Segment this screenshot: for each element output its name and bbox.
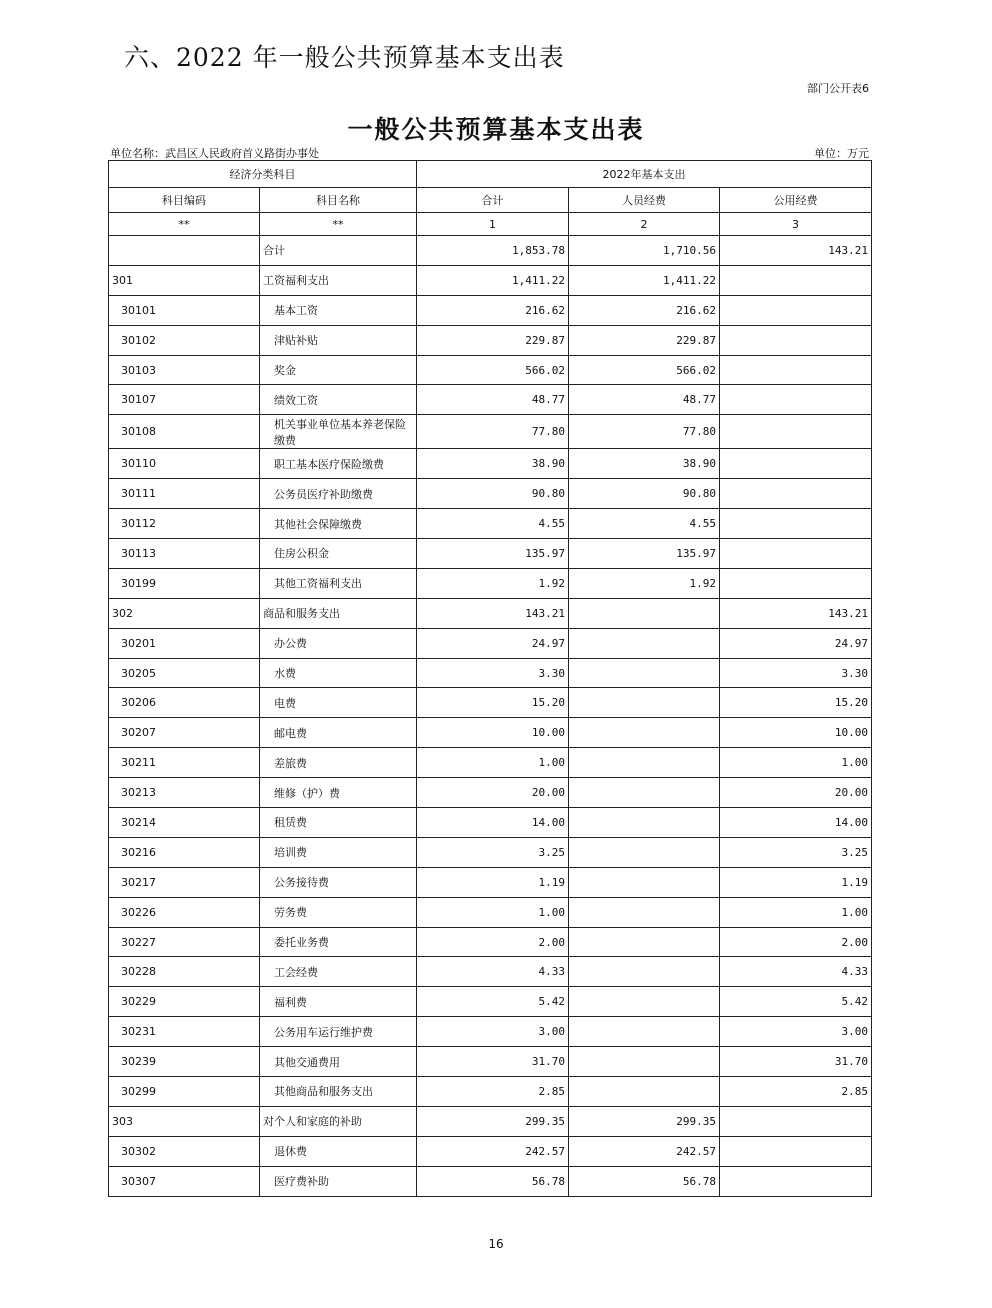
cell-name: 其他商品和服务支出 bbox=[260, 1077, 417, 1107]
cell-code: 30108 bbox=[109, 415, 260, 449]
cell-public: 15.20 bbox=[720, 688, 872, 718]
cell-personnel bbox=[569, 1077, 720, 1107]
cell-total: 14.00 bbox=[417, 808, 569, 838]
cell-public: 3.25 bbox=[720, 837, 872, 867]
cell-code: 30216 bbox=[109, 837, 260, 867]
table-row bbox=[109, 688, 872, 718]
header-total: 合计 bbox=[417, 188, 569, 213]
cell-code: 30213 bbox=[109, 778, 260, 808]
table-row bbox=[109, 718, 872, 748]
cell-personnel: 48.77 bbox=[569, 385, 720, 415]
cell-code: 30103 bbox=[109, 355, 260, 385]
cell-personnel bbox=[569, 987, 720, 1017]
cell-name: 租赁费 bbox=[260, 808, 417, 838]
header-row-1 bbox=[109, 161, 872, 188]
cell-public bbox=[720, 355, 872, 385]
cell-code: 30307 bbox=[109, 1166, 260, 1196]
header-row-3 bbox=[109, 213, 872, 236]
cell-total: 56.78 bbox=[417, 1166, 569, 1196]
table-row bbox=[109, 957, 872, 987]
table-row bbox=[109, 1166, 872, 1196]
unit-of-measure: 单位：万元 bbox=[814, 147, 869, 160]
header-n2: 2 bbox=[569, 213, 720, 236]
cell-public bbox=[720, 1106, 872, 1136]
header-c1: ** bbox=[109, 213, 260, 236]
cell-total: 1,853.78 bbox=[417, 236, 569, 266]
header-personnel: 人员经费 bbox=[569, 188, 720, 213]
cell-public: 2.00 bbox=[720, 927, 872, 957]
cell-public: 24.97 bbox=[720, 628, 872, 658]
cell-total: 1.00 bbox=[417, 748, 569, 778]
cell-personnel: 1,710.56 bbox=[569, 236, 720, 266]
table-row bbox=[109, 1106, 872, 1136]
cell-personnel bbox=[569, 1017, 720, 1047]
cell-public bbox=[720, 539, 872, 569]
cell-name: 住房公积金 bbox=[260, 539, 417, 569]
cell-name: 津贴补贴 bbox=[260, 325, 417, 355]
cell-total: 38.90 bbox=[417, 449, 569, 479]
cell-total: 216.62 bbox=[417, 295, 569, 325]
cell-code: 30110 bbox=[109, 449, 260, 479]
cell-public bbox=[720, 479, 872, 509]
cell-personnel bbox=[569, 808, 720, 838]
cell-personnel bbox=[569, 658, 720, 688]
table-row bbox=[109, 325, 872, 355]
cell-name: 其他交通费用 bbox=[260, 1047, 417, 1077]
table-row bbox=[109, 385, 872, 415]
cell-code: 302 bbox=[109, 598, 260, 628]
cell-total: 10.00 bbox=[417, 718, 569, 748]
cell-public bbox=[720, 449, 872, 479]
cell-name: 退休费 bbox=[260, 1136, 417, 1166]
table-row bbox=[109, 295, 872, 325]
table-row bbox=[109, 778, 872, 808]
cell-personnel: 229.87 bbox=[569, 325, 720, 355]
table-row bbox=[109, 1077, 872, 1107]
table-row bbox=[109, 987, 872, 1017]
cell-public: 1.00 bbox=[720, 748, 872, 778]
cell-total: 2.85 bbox=[417, 1077, 569, 1107]
cell-public: 3.00 bbox=[720, 1017, 872, 1047]
cell-total: 1.00 bbox=[417, 897, 569, 927]
header-c2: ** bbox=[260, 213, 417, 236]
cell-total: 143.21 bbox=[417, 598, 569, 628]
cell-name: 委托业务费 bbox=[260, 927, 417, 957]
cell-public: 1.00 bbox=[720, 897, 872, 927]
cell-total: 2.00 bbox=[417, 927, 569, 957]
cell-name: 办公费 bbox=[260, 628, 417, 658]
cell-personnel: 38.90 bbox=[569, 449, 720, 479]
cell-code: 30229 bbox=[109, 987, 260, 1017]
cell-personnel bbox=[569, 688, 720, 718]
header-n3: 3 bbox=[720, 213, 872, 236]
table-row bbox=[109, 748, 872, 778]
table-row bbox=[109, 1047, 872, 1077]
table-row bbox=[109, 628, 872, 658]
cell-name: 商品和服务支出 bbox=[260, 598, 417, 628]
cell-name: 差旅费 bbox=[260, 748, 417, 778]
table-row bbox=[109, 658, 872, 688]
cell-name: 其他工资福利支出 bbox=[260, 568, 417, 598]
cell-code: 30199 bbox=[109, 568, 260, 598]
table-body bbox=[109, 236, 872, 1197]
cell-code bbox=[109, 236, 260, 266]
cell-personnel bbox=[569, 778, 720, 808]
cell-name: 邮电费 bbox=[260, 718, 417, 748]
table-row bbox=[109, 568, 872, 598]
cell-personnel: 1.92 bbox=[569, 568, 720, 598]
cell-total: 90.80 bbox=[417, 479, 569, 509]
cell-code: 30226 bbox=[109, 897, 260, 927]
cell-personnel bbox=[569, 1047, 720, 1077]
cell-total: 77.80 bbox=[417, 415, 569, 449]
cell-public: 143.21 bbox=[720, 236, 872, 266]
cell-code: 30113 bbox=[109, 539, 260, 569]
cell-code: 30112 bbox=[109, 509, 260, 539]
page-number: 16 bbox=[488, 1237, 504, 1251]
cell-name: 培训费 bbox=[260, 837, 417, 867]
cell-name: 劳务费 bbox=[260, 897, 417, 927]
cell-personnel bbox=[569, 748, 720, 778]
cell-public bbox=[720, 295, 872, 325]
cell-public: 2.85 bbox=[720, 1077, 872, 1107]
cell-code: 30207 bbox=[109, 718, 260, 748]
cell-code: 30227 bbox=[109, 927, 260, 957]
cell-total: 3.25 bbox=[417, 837, 569, 867]
table-row bbox=[109, 927, 872, 957]
table-row bbox=[109, 479, 872, 509]
cell-name: 工资福利支出 bbox=[260, 265, 417, 295]
cell-code: 30102 bbox=[109, 325, 260, 355]
cell-total: 3.00 bbox=[417, 1017, 569, 1047]
cell-total: 4.33 bbox=[417, 957, 569, 987]
cell-code: 30205 bbox=[109, 658, 260, 688]
cell-total: 24.97 bbox=[417, 628, 569, 658]
table-row bbox=[109, 837, 872, 867]
table-row bbox=[109, 897, 872, 927]
cell-public bbox=[720, 1136, 872, 1166]
cell-public: 143.21 bbox=[720, 598, 872, 628]
cell-public: 3.30 bbox=[720, 658, 872, 688]
cell-personnel: 566.02 bbox=[569, 355, 720, 385]
cell-code: 30107 bbox=[109, 385, 260, 415]
cell-name: 奖金 bbox=[260, 355, 417, 385]
cell-personnel bbox=[569, 897, 720, 927]
cell-public: 1.19 bbox=[720, 867, 872, 897]
table-row bbox=[109, 598, 872, 628]
cell-total: 15.20 bbox=[417, 688, 569, 718]
cell-personnel: 77.80 bbox=[569, 415, 720, 449]
cell-code: 30302 bbox=[109, 1136, 260, 1166]
table-row bbox=[109, 355, 872, 385]
cell-personnel: 1,411.22 bbox=[569, 265, 720, 295]
cell-code: 301 bbox=[109, 265, 260, 295]
cell-public bbox=[720, 568, 872, 598]
cell-public: 20.00 bbox=[720, 778, 872, 808]
cell-public: 5.42 bbox=[720, 987, 872, 1017]
cell-name: 福利费 bbox=[260, 987, 417, 1017]
cell-code: 30101 bbox=[109, 295, 260, 325]
cell-name: 公务用车运行维护费 bbox=[260, 1017, 417, 1047]
cell-code: 30214 bbox=[109, 808, 260, 838]
header-n1: 1 bbox=[417, 213, 569, 236]
cell-code: 303 bbox=[109, 1106, 260, 1136]
cell-personnel: 216.62 bbox=[569, 295, 720, 325]
cell-public bbox=[720, 415, 872, 449]
cell-public: 14.00 bbox=[720, 808, 872, 838]
unit-name: 单位名称：武昌区人民政府首义路街办事处 bbox=[110, 147, 319, 160]
header-budget: 2022年基本支出 bbox=[417, 161, 872, 188]
cell-public: 4.33 bbox=[720, 957, 872, 987]
cell-name: 公务接待费 bbox=[260, 867, 417, 897]
cell-total: 4.55 bbox=[417, 509, 569, 539]
cell-total: 48.77 bbox=[417, 385, 569, 415]
cell-public bbox=[720, 1166, 872, 1196]
cell-name: 电费 bbox=[260, 688, 417, 718]
cell-total: 5.42 bbox=[417, 987, 569, 1017]
cell-name: 维修（护）费 bbox=[260, 778, 417, 808]
table-row bbox=[109, 1017, 872, 1047]
cell-name: 水费 bbox=[260, 658, 417, 688]
table-row bbox=[109, 236, 872, 266]
cell-name: 公务员医疗补助缴费 bbox=[260, 479, 417, 509]
section-heading: 六、2022 年一般公共预算基本支出表 bbox=[124, 43, 565, 72]
table-row bbox=[109, 265, 872, 295]
cell-total: 20.00 bbox=[417, 778, 569, 808]
table-row bbox=[109, 867, 872, 897]
document-title: 一般公共预算基本支出表 bbox=[347, 115, 645, 144]
cell-code: 30239 bbox=[109, 1047, 260, 1077]
cell-personnel bbox=[569, 927, 720, 957]
cell-code: 30299 bbox=[109, 1077, 260, 1107]
budget-table bbox=[108, 160, 872, 1197]
cell-total: 1.92 bbox=[417, 568, 569, 598]
cell-total: 242.57 bbox=[417, 1136, 569, 1166]
cell-total: 299.35 bbox=[417, 1106, 569, 1136]
cell-name: 工会经费 bbox=[260, 957, 417, 987]
table-row bbox=[109, 415, 872, 449]
header-public: 公用经费 bbox=[720, 188, 872, 213]
cell-personnel bbox=[569, 628, 720, 658]
cell-public bbox=[720, 385, 872, 415]
cell-total: 1.19 bbox=[417, 867, 569, 897]
cell-total: 566.02 bbox=[417, 355, 569, 385]
cell-name: 职工基本医疗保险缴费 bbox=[260, 449, 417, 479]
cell-name: 基本工资 bbox=[260, 295, 417, 325]
header-name: 科目名称 bbox=[260, 188, 417, 213]
header-row-2 bbox=[109, 188, 872, 213]
cell-name: 合计 bbox=[260, 236, 417, 266]
cell-personnel bbox=[569, 837, 720, 867]
cell-code: 30228 bbox=[109, 957, 260, 987]
cell-personnel: 242.57 bbox=[569, 1136, 720, 1166]
cell-total: 3.30 bbox=[417, 658, 569, 688]
table-number: 部门公开表6 bbox=[807, 82, 869, 95]
cell-total: 1,411.22 bbox=[417, 265, 569, 295]
cell-personnel bbox=[569, 718, 720, 748]
cell-personnel: 4.55 bbox=[569, 509, 720, 539]
cell-code: 30111 bbox=[109, 479, 260, 509]
cell-personnel bbox=[569, 957, 720, 987]
cell-code: 30211 bbox=[109, 748, 260, 778]
cell-name: 机关事业单位基本养老保险缴费 bbox=[260, 415, 417, 449]
table-row bbox=[109, 449, 872, 479]
cell-total: 229.87 bbox=[417, 325, 569, 355]
table-row bbox=[109, 509, 872, 539]
cell-code: 30217 bbox=[109, 867, 260, 897]
cell-personnel: 90.80 bbox=[569, 479, 720, 509]
cell-total: 31.70 bbox=[417, 1047, 569, 1077]
table-row bbox=[109, 1136, 872, 1166]
cell-public bbox=[720, 509, 872, 539]
cell-personnel bbox=[569, 598, 720, 628]
cell-personnel: 135.97 bbox=[569, 539, 720, 569]
cell-personnel: 299.35 bbox=[569, 1106, 720, 1136]
cell-public bbox=[720, 325, 872, 355]
table-row bbox=[109, 539, 872, 569]
cell-code: 30201 bbox=[109, 628, 260, 658]
header-code: 科目编码 bbox=[109, 188, 260, 213]
cell-public: 31.70 bbox=[720, 1047, 872, 1077]
cell-public: 10.00 bbox=[720, 718, 872, 748]
cell-personnel bbox=[569, 867, 720, 897]
header-category: 经济分类科目 bbox=[109, 161, 417, 188]
cell-code: 30206 bbox=[109, 688, 260, 718]
cell-personnel: 56.78 bbox=[569, 1166, 720, 1196]
cell-name: 其他社会保障缴费 bbox=[260, 509, 417, 539]
cell-code: 30231 bbox=[109, 1017, 260, 1047]
cell-public bbox=[720, 265, 872, 295]
cell-total: 135.97 bbox=[417, 539, 569, 569]
cell-name: 绩效工资 bbox=[260, 385, 417, 415]
table-row bbox=[109, 808, 872, 838]
cell-name: 对个人和家庭的补助 bbox=[260, 1106, 417, 1136]
cell-name: 医疗费补助 bbox=[260, 1166, 417, 1196]
